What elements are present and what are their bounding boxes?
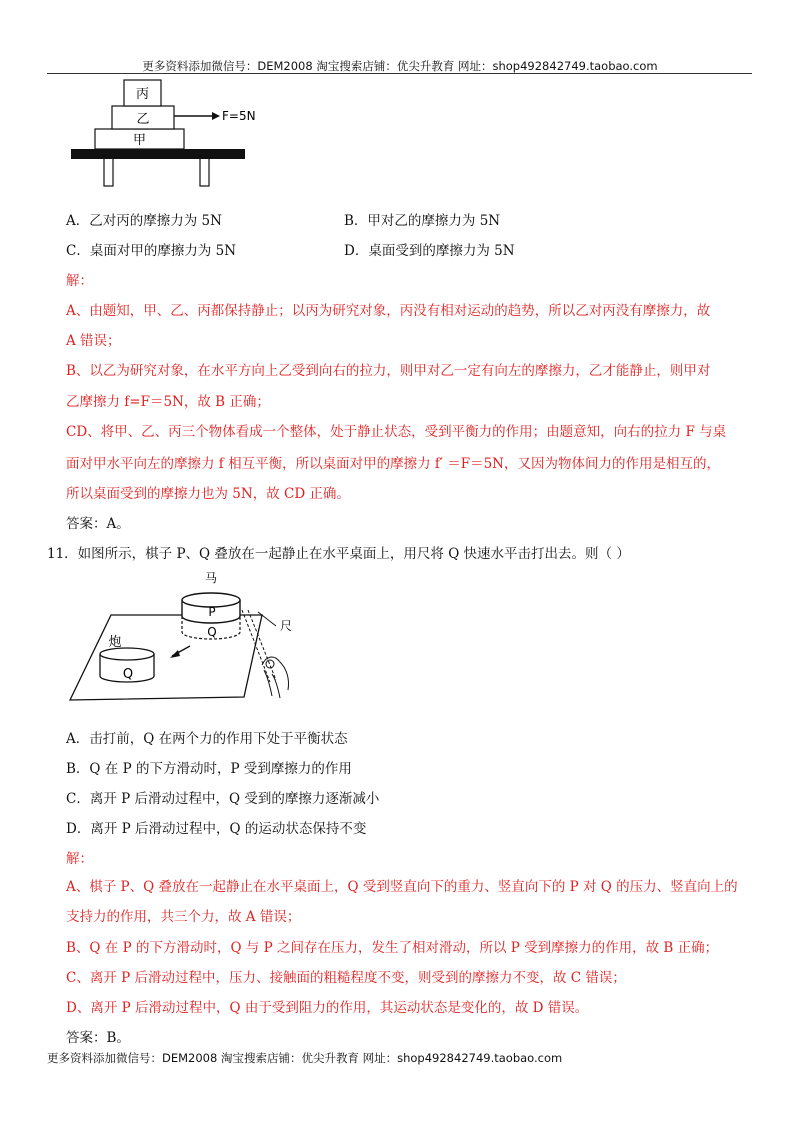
q10-solution-line: A 错误； xyxy=(66,333,121,349)
q11-stem: 11．如图所示，棋子 P、Q 叠放在一起静止在水平桌面上，用尺将 Q 快速水平击打出去。则（ ） xyxy=(47,546,630,562)
q11-option-b: B．Q 在 P 的下方滑动时，P 受到摩擦力的作用 xyxy=(66,761,352,777)
label-q2: Q xyxy=(122,667,134,682)
q10-solution-line: 乙摩擦力 f=F＝5N，故 B 正确； xyxy=(66,394,270,410)
q10-answer: 答案：A。 xyxy=(66,516,130,532)
q11-option-d: D．离开 P 后滑动过程中，Q 的运动状态保持不变 xyxy=(66,821,367,837)
header-divider xyxy=(47,73,752,74)
label-chi: 尺 xyxy=(280,619,293,633)
q11-solution-label: 解： xyxy=(66,851,93,867)
label-q: Q xyxy=(207,625,217,639)
page-footer: 更多资料添加微信号：DEM2008 淘宝搜索店铺：优尖升教育 网址：shop492842749.taobao.com xyxy=(47,1051,563,1065)
q11-option-a: A．击打前，Q 在两个力的作用下处于平衡状态 xyxy=(66,731,348,747)
block-bing-label: 丙 xyxy=(135,87,150,102)
figure-stacked-blocks xyxy=(66,78,256,194)
label-ma: 马 xyxy=(204,571,218,585)
q10-option-a: A．乙对丙的摩擦力为 5N xyxy=(66,213,222,229)
q10-solution-line: A、由题知，甲、乙、丙都保持静止；以丙为研究对象，丙没有相对运动的趋势，所以乙对丙没有摩擦力，故 xyxy=(66,303,711,319)
q10-solution-label: 解： xyxy=(66,273,93,289)
q10-solution-line: 面对甲水平向左的摩擦力 f 相互平衡，所以桌面对甲的摩擦力 f′ ＝F＝5N，又因为物体间力的作用是相互的， xyxy=(66,456,720,472)
q11-solution-line: A、棋子 P、Q 叠放在一起静止在水平桌面上，Q 受到竖直向下的重力、竖直向下的 P 对 Q 的压力、竖直向上的 xyxy=(66,879,738,895)
q11-solution-line: C、离开 P 后滑动过程中，压力、接触面的粗糙程度不变，则受到的摩擦力不变，故 C 错误； xyxy=(66,970,626,986)
q10-solution-line: B、以乙为研究对象，在水平方向上乙受到向右的拉力，则甲对乙一定有向左的摩擦力，乙才能静止，则甲对 xyxy=(66,363,711,379)
block-jia-label: 甲 xyxy=(132,133,147,148)
label-p: P xyxy=(208,605,216,619)
q10-solution-line: CD、将甲、乙、丙三个物体看成一个整体，处于静止状态，受到平衡力的作用；由题意知，向右的拉力 F 与桌 xyxy=(66,424,727,440)
figure-chess-pieces xyxy=(66,570,316,709)
force-label: F=5N xyxy=(222,109,256,123)
label-pao: 炮 xyxy=(108,635,122,650)
q11-solution-line: D、离开 P 后滑动过程中，Q 由于受到阻力的作用，其运动状态是变化的，故 D 错误。 xyxy=(66,1000,589,1016)
q10-option-b: B．甲对乙的摩擦力为 5N xyxy=(344,213,501,229)
q10-option-c: C．桌面对甲的摩擦力为 5N xyxy=(66,243,237,259)
q10-option-d: D．桌面受到的摩擦力为 5N xyxy=(344,243,515,259)
block-yi-label: 乙 xyxy=(136,112,150,127)
q11-solution-line: 支持力的作用，共三个力，故 A 错误； xyxy=(66,909,301,925)
q11-answer: 答案：B。 xyxy=(66,1030,130,1046)
q10-solution-line: 所以桌面受到的摩擦力也为 5N，故 CD 正确。 xyxy=(66,486,350,502)
page-header: 更多资料添加微信号：DEM2008 淘宝搜索店铺：优尖升教育 网址：shop492842749.taobao.com xyxy=(142,59,658,73)
q11-solution-line: B、Q 在 P 的下方滑动时，Q 与 P 之间存在压力，发生了相对滑动，所以 P 受到摩擦力的作用，故 B 正确； xyxy=(66,940,719,956)
q11-option-c: C．离开 P 后滑动过程中，Q 受到的摩擦力逐渐减小 xyxy=(66,791,380,807)
